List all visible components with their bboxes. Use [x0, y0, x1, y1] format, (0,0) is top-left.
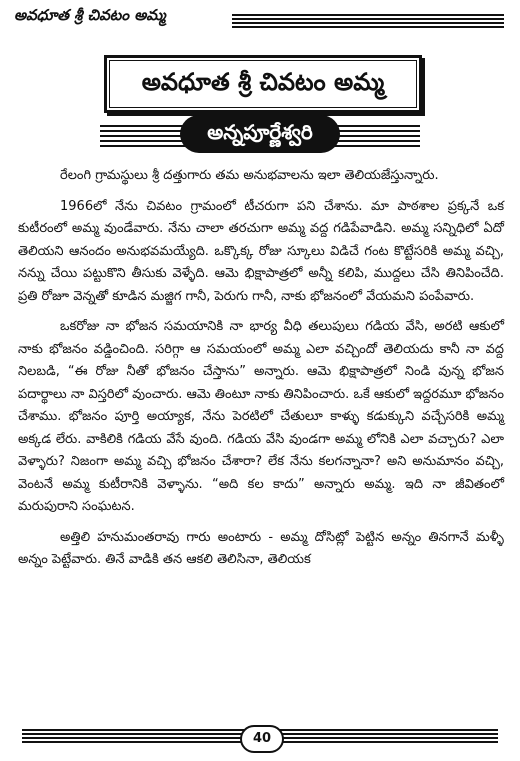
- section-heading: అన్నపూర్ణేశ్వరి: [180, 115, 340, 153]
- body-text: [18, 165, 504, 580]
- paragraph: 1966లో నేను చివటం గ్రామంలో టీచరుగా పని చేశాను. మా పాఠశాల ప్రక్కనే ఒక కుటీరంలో అమ్మ వుండేవారు. నేను చాలా తరచుగా అమ్మ వద్ద గడిపేవాడిని. అమ్మ సన్నిధిలో ఏదో తెలియని ఆనందం అనుభవమయ్యేది. ఒక్కొక్క రోజు స్కూలు విడిచే గంట కొట్టేసరికి అమ్మ వచ్చి, నన్ను చేయి పట్టుకొని తీసుకు వెళ్ళేది. ఆమె భిక్షాపాత్రలో అన్నీ కలిపి, ముద్దలు చేసి తినిపించేది. ప్రతి రోజూ వెన్నతో కూడిన మజ్జిగ గానీ, పెరుగు గానీ, నాకు భోజనంలో వేయమని పంపేవారు.: [18, 198, 504, 304]
- paragraph: రేలంగి గ్రామస్థులు శ్రీ దత్తుగారు తమ అనుభవాలను ఇలా తెలియజేస్తున్నారు.: [60, 168, 439, 183]
- page-number: 40: [240, 725, 284, 753]
- section-banner: [100, 115, 420, 155]
- page-title: అవధూత శ్రీ చివటం అమ్మ: [104, 55, 422, 113]
- paragraph: ఒకరోజు నా భోజన సమయానికి నా భార్య వీధి తలుపులు గడియ వేసి, అరటి ఆకులో నాకు భోజనం వడ్డించింది. సరిగ్గా ఆ సమయంలో అమ్మ ఎలా వచ్చిందో తెలియదు కానీ నా వద్ద నిలబడి, “ఈ రోజు నీతో భోజనం చేస్తాను” అన్నారు. ఆమె భిక్షాపాత్రలో నిండి వున్న భోజన పదార్థాలు నా విస్తరిలో వుంచారు. ఆమె తింటూ నాకు తినిపించారు. ఒకే ఆకులో ఇద్దరమూ భోజనం చేశాము. భోజనం పూర్తి అయ్యాక, నేను పెరటిలో చేతులూ కాళ్ళు కడుక్కుని వచ్చేసరికి అమ్మ అక్కడ లేరు. వాకిలికి గడియ వేసే వుంది. గడియ వేసి వుండగా అమ్మ లోనికి ఎలా వచ్చారు? ఎలా వెళ్ళారు? నిజంగా అమ్మ వచ్చి భోజనం చేశారా? లేక నేను కలగన్నానా? అని అనుమానం వచ్చి, వెంటనే అమ్మ కుటీరానికి వెళ్ళాను. “అది కల కాదు” అన్నారు అమ్మ. ఇది నా జీవితంలో మరుపురాని సంఘటన.: [18, 319, 504, 514]
- paragraph: అత్తిలి హనుమంతరావు గారు అంటారు - అమ్మ దోసిట్లో పెట్టిన అన్నం తినగానే మళ్ళీ అన్నం పెట్టేవారు. తినే వాడికి తన ఆకలి తెలిసినా, తెలియక: [18, 529, 504, 567]
- header-rule: [232, 14, 504, 28]
- running-head: అవధూత శ్రీ చివటం అమ్మ: [14, 6, 166, 24]
